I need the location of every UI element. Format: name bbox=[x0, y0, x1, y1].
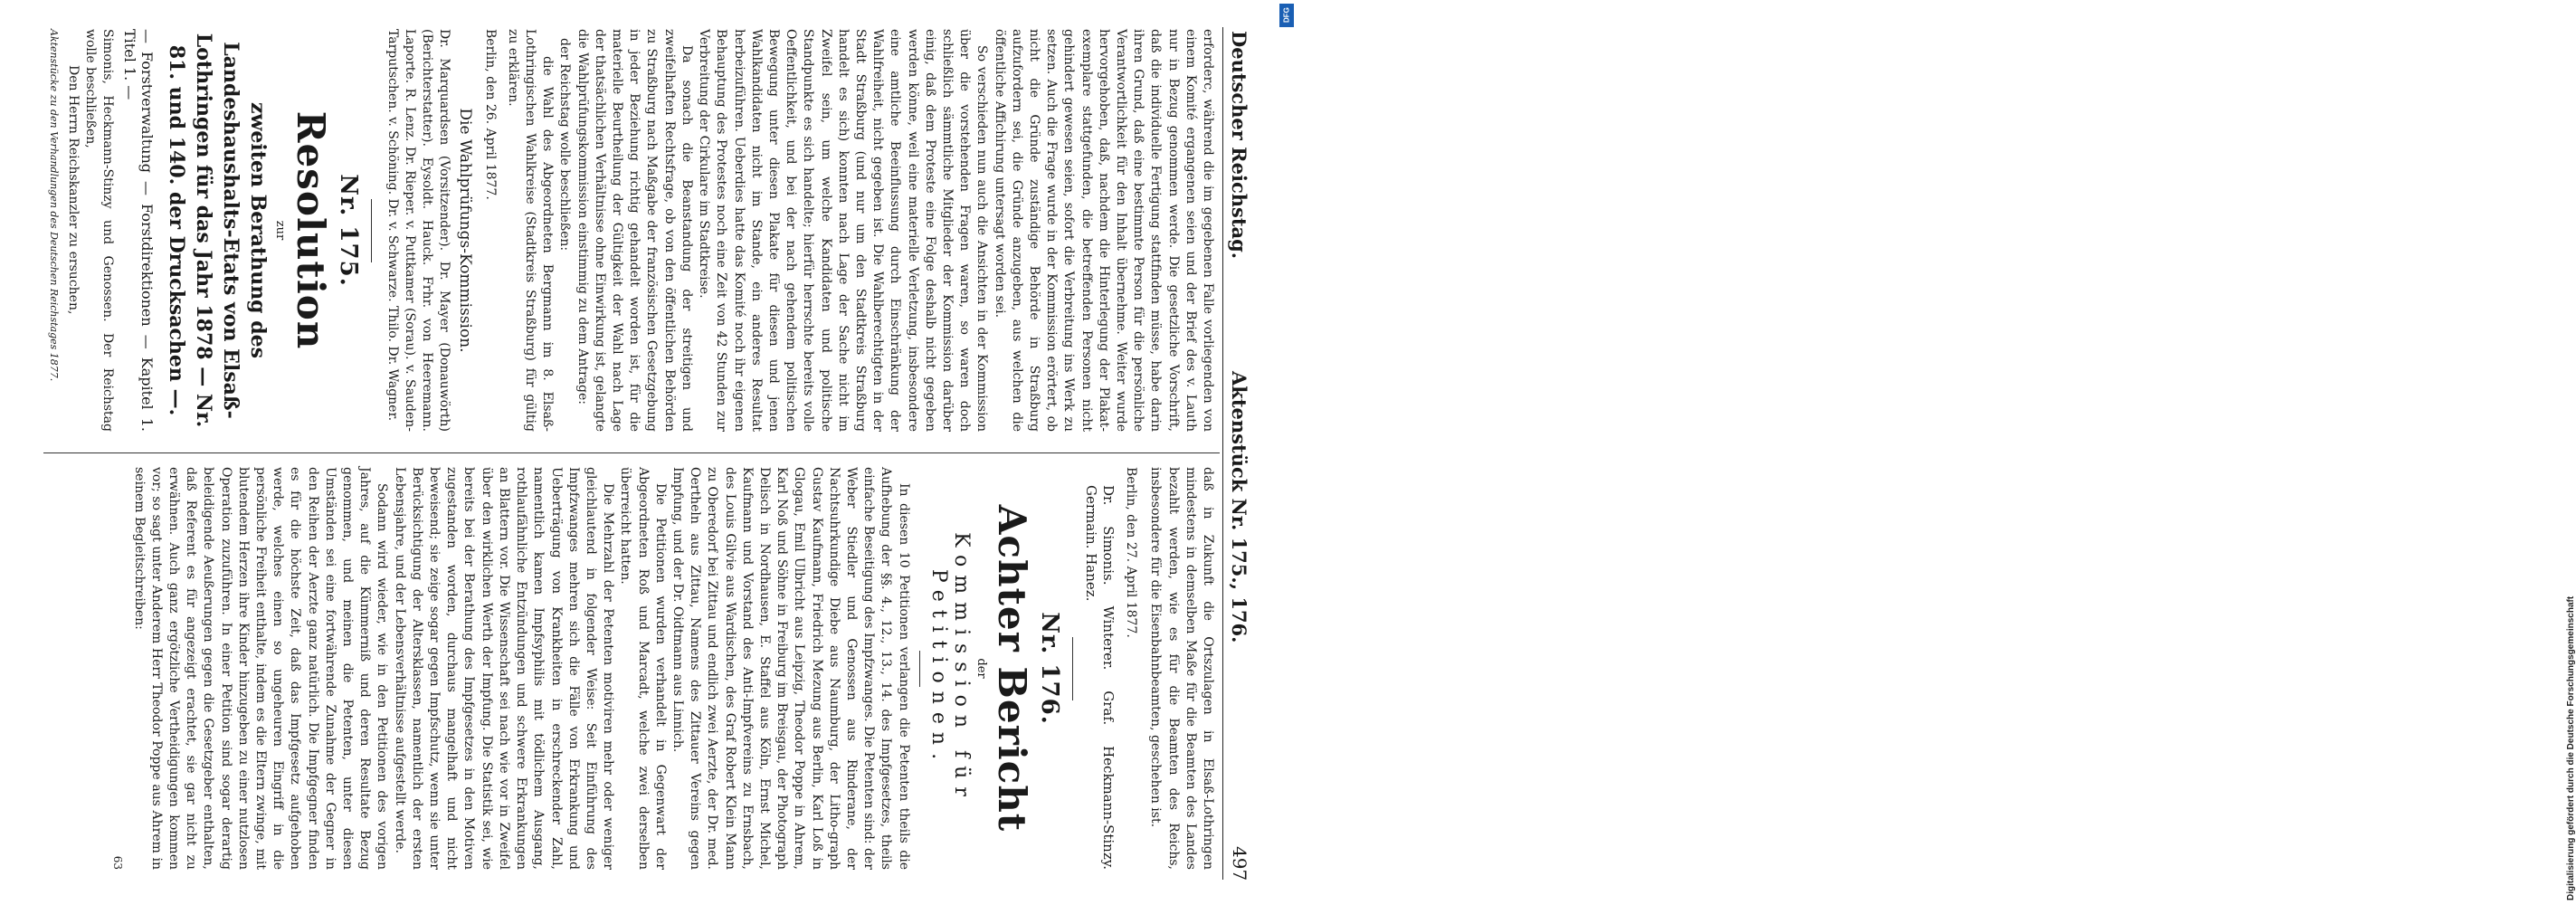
resolution-subtitle: zweiten Berathung des Landeshaushalts-Etats von Elsaß-Lothringen für das Jahr 1878 — Nr. 81. und 140. der Drucksachen —. bbox=[165, 33, 271, 428]
signature-mark: 63 bbox=[111, 855, 125, 870]
paragraph: Da sonach die Beanstandung der streitigen und zweifelhaften Rechtsfrage, ob von den öffentlichen Behörden zu Straßburg nach Maßgabe der französischen Gesetzgebung in jeder Beziehung richtig gehandelt worden ist, für die materielle Beurtheilung der Gültigkeit der Wahl nach Lage der thatsächlichen Verhältnisse ohne Einwirkung ist, gelangte die Wahlprüfungskommission einstimmig zu dem Antrage: bbox=[575, 29, 694, 432]
document-title: Achter Bericht bbox=[989, 504, 1034, 833]
divider bbox=[371, 199, 372, 262]
document-number: Nr. 175. bbox=[335, 174, 363, 287]
preposition: zur bbox=[273, 220, 288, 241]
title-line: — Forstverwaltung — Forstdirektionen — Kapitel 1. Titel 1. — bbox=[121, 29, 157, 432]
preposition: der bbox=[974, 658, 988, 679]
date-line: Berlin, den 27. April 1877. bbox=[1124, 467, 1139, 638]
paragraph: In diesen 10 Petitionen verlangen die Petenten theils die Aufhebung der §§. 4., 12., 13., 14. des Impfgesetzes, theils einfache Beseitigung des Impfzwanges. Die Petenten sind: der Weber Stiedler und Genossen aus Rinderane, der Nachtsuhrkundige Diebe aus Naumburg, der Litho-graph Gustav Kaufmann, Friedrich Mezung aus Berlin, Karl Loß in Glogau, Emil Ulbricht aus Leipzig, Theodor Poppe in Ahrem, Karl Noß und Söhne in Freiburg im Breisgau, der Photograph Delisch in Nordhausen, E. Staffel aus Köln, Ernst Michel, Kaufmann und Vorstand des Anti-Impfvereins zu Ernsbach, des Louis Gilvie aus Wardischen, des Graf Robert Klein Mann zu Oberedorf bei Zittau und endlich zwei Aerzte, der Dr. med. Oertheln aus Zittau, Namens des Zittauer Vereins gegen Impfung, und der Dr. Oidtmann aus Linnich. bbox=[670, 467, 911, 870]
committee-name: Kommission für Petitionen. bbox=[927, 532, 973, 805]
paragraph: der Reichstag wolle beschließen: bbox=[557, 38, 573, 252]
dfg-logo: DFG bbox=[1279, 4, 1294, 27]
divider bbox=[1072, 637, 1073, 700]
signatories: Dr. Simonis. Winterer. Graf. Heckmann-Stinzy. Germain. Hanez. bbox=[1082, 485, 1117, 870]
header-left: Deutscher Reichstag. bbox=[1228, 31, 1250, 260]
header-rule bbox=[1222, 27, 1223, 880]
paragraph: erforderc, während die im gegebenen Falle vorliegenden von einem Komité ergangenen seien und der Brief des v. Lauth nur in Bezug genommen werde. Die gesetzliche Vorschrift, daß die individuelle Fertigung stattfinden müsse, habe darin ihren Grund, daß eine bestimmte Person für die persönliche Verantwortlichkeit für den Inhalt übernehme. Weiter wurde hervorgehoben, daß, nachdem die Hinterlegung der Plakat-exemplare stattgefunden, die betreffenden Personen nicht gehindert gewesen seien, sofort die Verbreitung ins Werk zu setzen. Auch die Frage wurde in der Kommission erörtert, ob nicht die Gründe zuständige Behörde in Straßburg aufzufordern sei, die Gründe anzugeben, aus welchen die öffentliche Affichirung untersagt worden sei. bbox=[992, 29, 1215, 432]
document-title: Resolution bbox=[289, 110, 334, 350]
divider bbox=[919, 651, 920, 687]
document-page bbox=[0, 0, 1276, 905]
page-number: 497 bbox=[1229, 846, 1250, 881]
request-line: Den Herrn Reichskanzler zu ersuchen, bbox=[65, 65, 81, 315]
movers-line: Simonis, Heckmann-Stinzy und Genossen. Der Reichstag wolle beschließen, bbox=[82, 29, 116, 432]
digitization-credit-strip bbox=[1278, 0, 2576, 905]
digitization-credit: Digitalisierung gefördert durch die Deutsche Forschungsgemeinschaft bbox=[2566, 595, 2576, 900]
paragraph: die Wahl des Abgeordneten Bergmann im 8. Elsaß-Lothringischen Wahlkreise (Stadtkreis Straßburg) für gültig zu erklären. bbox=[505, 29, 556, 432]
column-divider bbox=[43, 452, 1220, 453]
paragraph: Die Mehrzahl der Petenten motiviren mehr oder weniger gleichlautend in folgender Weise: Seit Einführung des Impfzwanges mehren sich die Fälle von Erkrankung und Ueberträgung von Krankheiten in erschreckender Zahl, namentlich kamen Impfsyphilis mit tödlichem Ausgang, rothlaufähnliche Entzündungen und schwere Erkrankungen an Blattern vor. Die Wissenschaft sei nach wie vor in Zweifel über den wirklichen Werth der Impfung. Die Statistik sei, wie bereits bei der Berathung des Impfgesetzes in den Motiven zugestanden worden, durchaus mangelhaft und nicht beweisend; sie zeige sogar gegen Impfschutz, wenn sie unter Berücksichtigung der Altersklassen, namentlich der ersten Lebensjahre, und der Lebensverhältnisse aufgestellt werde. bbox=[392, 467, 616, 870]
document-number: Nr. 176. bbox=[1035, 612, 1063, 725]
paragraph: daß in Zukunft die Ortszulagen in Elsaß-Lothringen mindestens in demselben Maße für die Beamten des Landes bezahlt werden, wie es für die Beamten des Reichs, insbesondere für die Eisenbahnbeamten, geschehen ist. bbox=[1148, 467, 1215, 870]
paragraph: Die Petitionen wurden verhandelt in Gegenwart der Abgeordneten Roß und Marcadt, welche zwei derselben überreicht hatten. bbox=[618, 467, 668, 870]
member-list: Dr. Marquardsen (Vorsitzender). Dr. Mayer (Donauwörth) (Berichterstatter). Eysoldt. Hauck. Frhr. von Heeremann. Laporte. R. Lenz. Dr. Rieper. v. Puttkamer (Sorau). v. Sauden-Tarputschen. v. Schöning. Dr. v. Schwarze. Thilo. Dr. Wagner. bbox=[385, 29, 452, 432]
commission-title: Die Wahlprüfungs-Kommission. bbox=[456, 108, 475, 353]
header-center: Aktenstück Nr. 175., 176. bbox=[1228, 371, 1250, 643]
paragraph: Sodann wird wieder, wie in den Petitionen des vorigen Jahres, auf die Kümmerniß und deren Resultate Bezug genommen, und meinen die Petenten, unter diesen Umständen sei eine fortwährende Zunahme der Gegner in den Reihen der Aerzte ganz natürlich. Die Impfgegner finden es für die höchste Zeit, daß das Impfgesetz aufgehoben werde, welches einen so ungeheuren Eingriff in die persönliche Freiheit enthalte, indem es die Eltern zwinge, mit blutendem Herzen ihre Kinder hinzugeben zu einer nutzlosen Operation zuzuführen. In einer Petition sind sogar derartig beleidigende Aeußerungen gegen die Gesetzgeber enthalten, daß Referent es für angezeigt erachtet, sie gar nicht zu erwähnen. Auch ganz ergötzliche Vertheidigungen kommen vor; so sagt unter Anderem Herr Theodor Poppe aus Ahrem in seinem Begleitschreiben: bbox=[131, 467, 390, 870]
paragraph: So verschieden nun auch die Ansichten in der Kommission über die vorstehenden Fragen waren, so waren doch schließlich sämmtliche Mitglieder der Kommission darüber einig, daß dem Proteste eine Folge deshalb nicht gegeben werden könne, weil eine materielle Verletzung, insbesondere eine amtliche Beeinflussung durch Einschränkung der Wahlfreiheit, nicht gegeben ist. Die Wahlberechtigten in der Stadt Straßburg (und nur um den Stadtkreis Straßburg handelt es sich) konnten nach Lage der Sache nicht im Zweifel sein, um welche Kandidaten und politische Standpunkte es sich handelte; hierfür herrschte bereits volle Oeffentlichkeit, und bei der nach gehendem politischen Bewegung unter diesen Plakate für diesen und jenen Wahlkandidaten nicht im Stande, ein anderes Resultat herbeizuführen. Ueberdies hatte das Komité noch ihr eigenen Behauptung des Protestes noch eine Zeit von 42 Stunden zur Verbreitung der Cirkulare im Stadtkreise. bbox=[697, 29, 990, 432]
left-column bbox=[38, 29, 1216, 432]
date-line: Berlin, den 26. April 1877. bbox=[482, 29, 498, 200]
right-column bbox=[109, 467, 1216, 870]
footnote: Aktenstücke zu den Verhandlungen des Deutschen Reichstages 1877. bbox=[48, 29, 61, 382]
